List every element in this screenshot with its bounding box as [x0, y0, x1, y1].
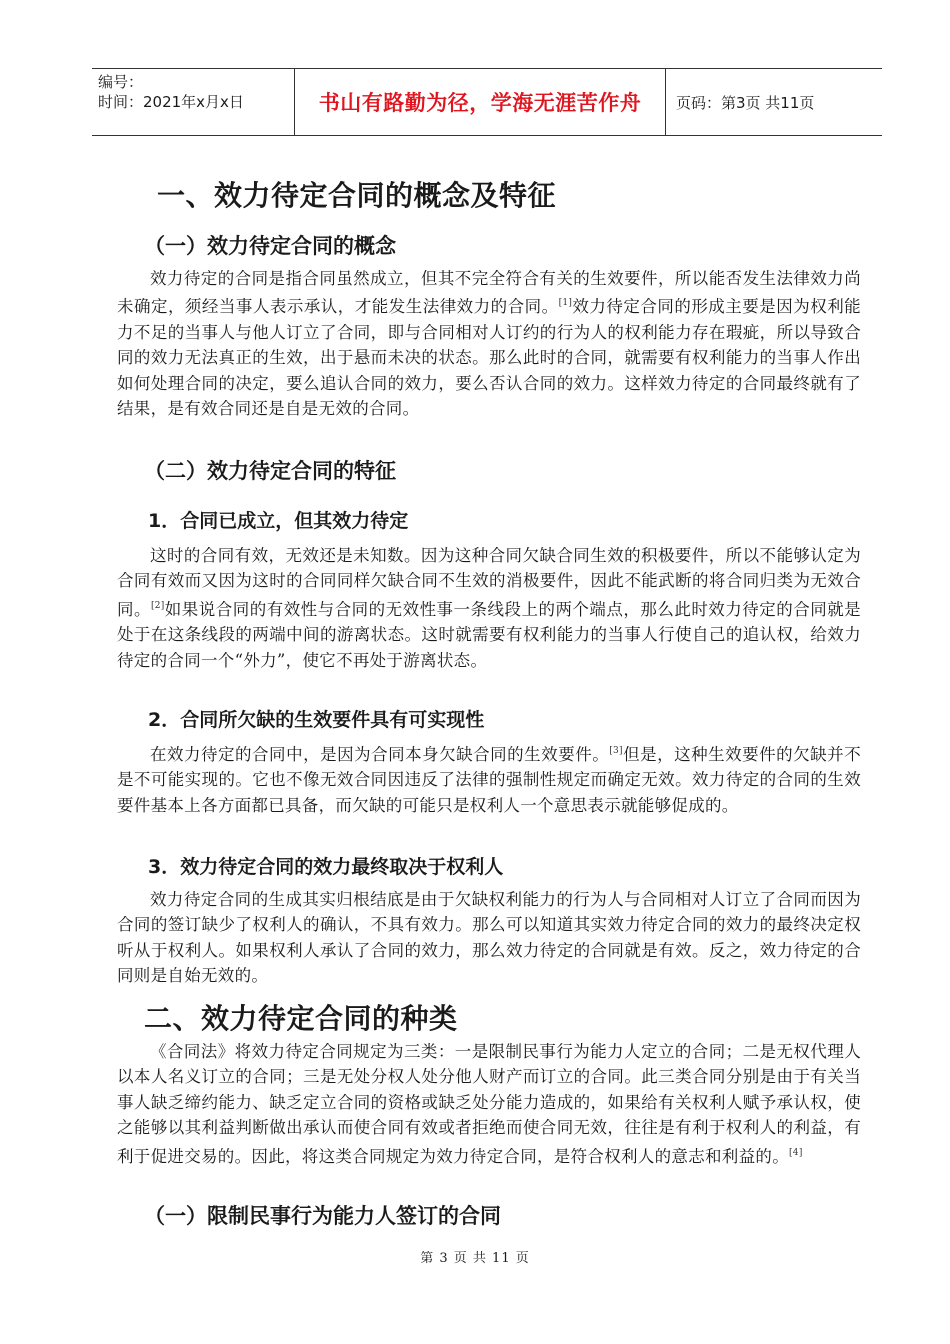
paragraph-5-text: 《合同法》将效力待定合同规定为三类：一是限制民事行为能力人定立的合同；二是无权代理人以本人名义订立的合同；三是无处分权人处分他人财产而订立的合同。此三类合同分别是由于有关当事人缺乏缔约能力、缺乏定立合同的资格或缺乏处分能力造成的，如果给有关权利人赋予承认权，使之能够以其利益判断做出承认而使合同有效或者拒绝而使合同无效，往往是有利于权利人的利益，有利于促进交易的。因此，将这类合同规定为效力待定合同，是符合权利人的意志和利益的。: [117, 1042, 861, 1166]
time-label: 时间：2021年x月x日: [98, 93, 244, 111]
paragraph-2-text-b: 如果说合同的有效性与合同的无效性事一条线段上的两个端点，那么此时效力待定的合同就是处于在这条线段的两端中间的游离状态。这时就需要有权利能力的当事人行使自己的追认权，给效力待定的合同一个“外力”，使它不再处于游离状态。: [117, 599, 861, 670]
paragraph-1-text-b: 效力待定合同的形成主要是因为权利能力不足的当事人与他人订立了合同，即与合同相对人订约的行为人的权利能力存在瑕疵，所以导致合同的效力无法真正的生效，出于悬而未决的状态。那么此时的合同，就需要有权利能力的当事人作出如何处理合同的决定，要么追认合同的效力，要么否认合同的效力。这样效力待定的合同最终就有了结果，是有效合同还是自是无效的合同。: [117, 297, 861, 419]
citation-2: [2]: [150, 600, 165, 611]
header-page-label: 页码：第3页 共11页: [676, 93, 815, 112]
paragraph-5: [117, 1039, 861, 1169]
feature-2-title: 2．合同所欠缺的生效要件具有可实现性: [148, 709, 485, 731]
paragraph-3: [117, 739, 861, 818]
document-header: [92, 68, 882, 136]
section-2-sub-1: （一）限制民事行为能力人签订的合同: [144, 1204, 501, 1228]
paragraph-3-text-b: 但是，这种生效要件的欠缺并不是不可能实现的。它也不像无效合同因违反了法律的强制性规定而确定无效。效力待定的合同的生效要件基本上各方面都已具备，而欠缺的可能只是权利人一个意思表示就能够促成的。: [117, 745, 861, 815]
header-meta: [92, 69, 294, 135]
page-footer: 第 3 页 共 11 页: [420, 1251, 530, 1266]
paragraph-1-text-a: 效力待定的合同是指合同虽然成立，但其不完全符合有关的生效要件，所以能否发生法律效力尚未确定，须经当事人表示承认，才能发生法律效力的合同。: [117, 269, 861, 317]
section-1-sub-2: （二）效力待定合同的特征: [144, 459, 396, 483]
citation-4: [4]: [789, 1147, 803, 1158]
section-1-sub-1: （一）效力待定合同的概念: [144, 234, 396, 258]
paragraph-1: [117, 266, 861, 421]
citation-1: [1]: [558, 298, 573, 309]
paragraph-4: 效力待定合同的生成其实归根结底是由于欠缺权利能力的行为人与合同相对人订立了合同而因为合同的签订缺少了权利人的确认，不具有效力。那么可以知道其实效力待定合同的效力的最终决定权听从于权利人。如果权利人承认了合同的效力，那么效力待定的合同就是有效。反之，效力待定的合同则是自始无效的。: [117, 890, 861, 986]
section-2-title: 二、效力待定合同的种类: [144, 1002, 458, 1035]
paragraph-2: [117, 543, 861, 673]
feature-1-title: 1．合同已成立，但其效力待定: [148, 510, 409, 532]
paragraph-2-text-a: 这时的合同有效，无效还是未知数。因为这种合同欠缺合同生效的积极要件，所以不能够认定为合同有效而又因为这时的合同同样欠缺合同不生效的消极要件，因此不能武断的将合同归类为无效合同。: [117, 546, 861, 619]
code-label: 编号：: [98, 73, 144, 91]
citation-3: [3]: [609, 746, 623, 756]
section-1-title: 一、效力待定合同的概念及特征: [157, 179, 557, 212]
feature-3-title: 3．效力待定合同的效力最终取决于权利人: [148, 856, 504, 878]
header-motto: 书山有路勤为径，学海无涯苦作舟: [294, 69, 666, 135]
paragraph-3-text-a: 在效力待定的合同中，是因为合同本身欠缺合同的生效要件。: [150, 745, 610, 764]
